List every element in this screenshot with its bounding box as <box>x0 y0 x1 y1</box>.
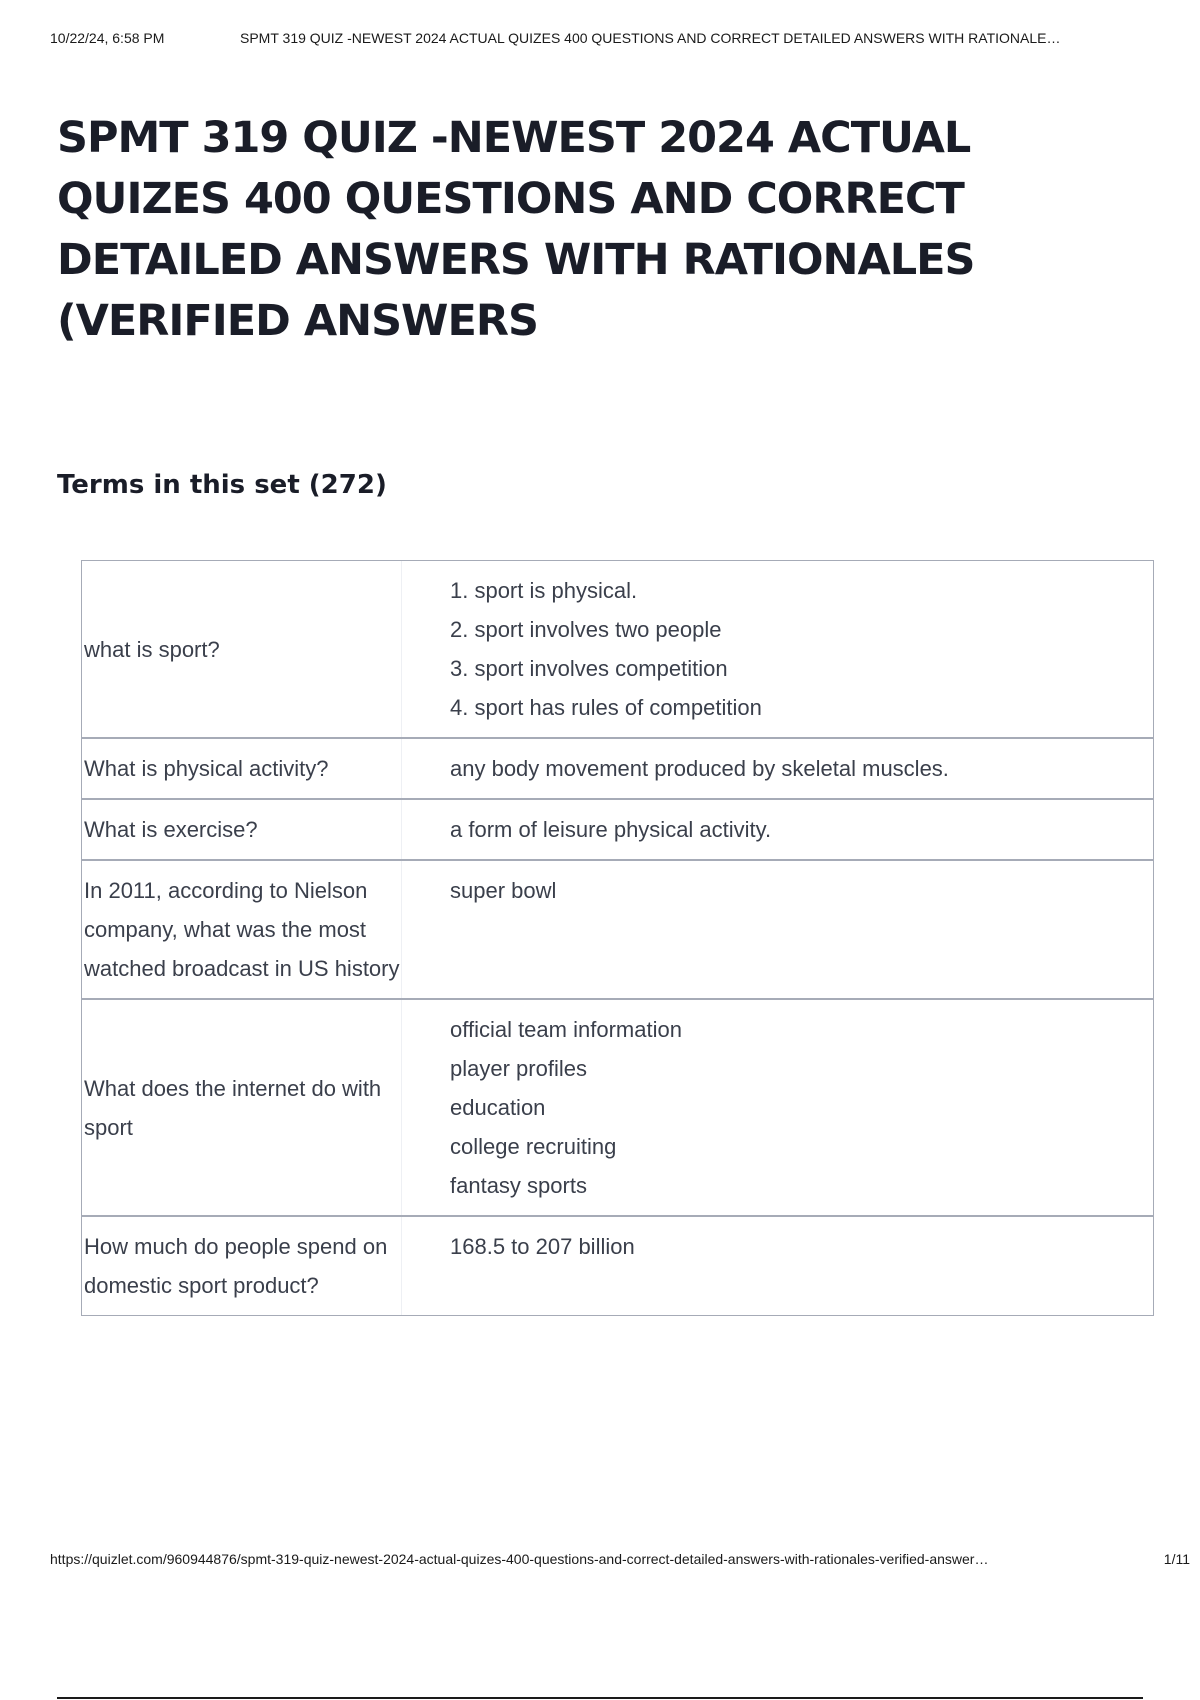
print-header <box>50 30 1190 50</box>
definition-cell <box>402 1000 1153 1215</box>
term-cell: How much do people spend on domestic sport product? <box>82 1217 402 1315</box>
page-divider <box>57 1697 1143 1699</box>
term-row <box>82 798 1153 859</box>
definition-line: any body movement produced by skeletal muscles. <box>450 756 949 781</box>
term-cell: What does the internet do with sport <box>82 1000 402 1215</box>
term-row <box>82 737 1153 798</box>
definition-line: education <box>450 1095 546 1120</box>
page-number: 1/11 <box>1163 1551 1190 1567</box>
definition-cell <box>402 861 1153 998</box>
definition-line: 4. sport has rules of competition <box>450 695 762 720</box>
definition-cell <box>402 1217 1153 1315</box>
definition-line: 1. sport is physical. <box>450 578 638 603</box>
term-row <box>82 561 1153 737</box>
set-title: SPMT 319 QUIZ -NEWEST 2024 ACTUAL QUIZES 400 QUESTIONS AND CORRECT DETAILED ANSWERS WITH RATIONALES (VERIFIED ANSWERS <box>57 113 975 346</box>
terms-heading: Terms in this set (272) <box>57 470 387 500</box>
definition-cell <box>402 739 1153 798</box>
definition-line: super bowl <box>450 878 557 903</box>
definition-line: 168.5 to 207 billion <box>450 1234 635 1259</box>
term-row <box>82 998 1153 1215</box>
term-row <box>82 859 1153 998</box>
term-cell: In 2011, according to Nielson company, what was the most watched broadcast in US history <box>82 861 402 998</box>
definition-cell <box>402 800 1153 859</box>
definition-cell <box>402 561 1153 737</box>
definition-line: official team information <box>450 1017 682 1042</box>
definition-line: 2. sport involves two people <box>450 617 722 642</box>
terms-table <box>81 560 1154 1316</box>
term-row <box>82 1215 1153 1315</box>
definition-line: 3. sport involves competition <box>450 656 728 681</box>
page-url: https://quizlet.com/960944876/spmt-319-quiz-newest-2024-actual-quizes-400-questions-and-correct-detailed-answers-with-rationales-verified-answer… <box>50 1551 989 1567</box>
definition-line: fantasy sports <box>450 1173 587 1198</box>
definition-line: a form of leisure physical activity. <box>450 817 772 842</box>
print-date: 10/22/24, 6:58 PM <box>50 30 165 46</box>
print-doc-title: SPMT 319 QUIZ -NEWEST 2024 ACTUAL QUIZES 400 QUESTIONS AND CORRECT DETAILED ANSWERS WITH RATIONALE… <box>240 30 1061 46</box>
definition-line: college recruiting <box>450 1134 617 1159</box>
term-cell: What is physical activity? <box>82 739 402 798</box>
definition-line: player profiles <box>450 1056 587 1081</box>
term-cell: What is exercise? <box>82 800 402 859</box>
print-footer <box>50 1551 1190 1571</box>
term-cell: what is sport? <box>82 561 402 737</box>
